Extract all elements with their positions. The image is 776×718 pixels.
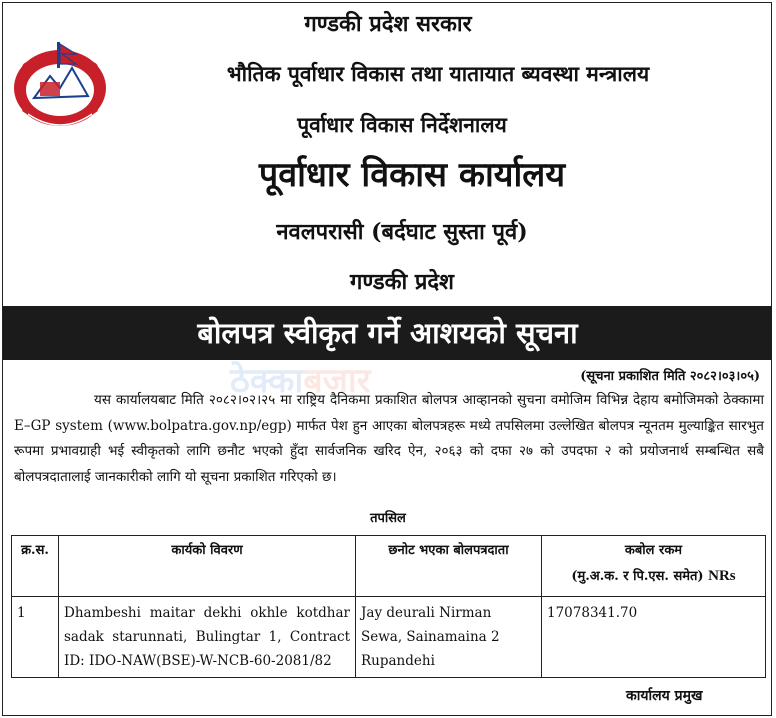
header-bid-amount <box>542 536 766 597</box>
header-selected-bidder: छनोट भएका बोलपत्रदाता <box>356 536 542 597</box>
header-work-description: कार्यको विवरण <box>59 536 356 597</box>
table-row <box>12 597 766 678</box>
row-work-description: Dhambeshi maitar dekhi okhle kotdhar sadak starunnati, Bulingtar 1, Contract ID: IDO-NAW(BSE)-W-NCB-60-2081/82 <box>59 597 356 678</box>
row-selected-bidder: Jay deurali Nirman Sewa, Sainamaina 2 Rupandehi <box>356 597 542 678</box>
notice-title-banner: बोलपत्र स्वीकृत गर्ने आशयको सूचना <box>3 306 772 360</box>
signature-office-chief: कार्यालय प्रमुख <box>626 688 703 704</box>
publication-date: (सूचना प्रकाशित मिति २०८२।०३।०५) <box>580 369 760 384</box>
row-bid-amount: 17078341.70 <box>542 597 766 678</box>
header-bid-amount-label: कबोल रकम <box>624 543 683 558</box>
row-sn: 1 <box>12 597 59 678</box>
schedule-heading: तपसिल <box>370 511 406 526</box>
office-location: नवलपरासी (बर्दघाट सुस्ता पूर्व) <box>276 219 528 245</box>
header-bid-amount-note <box>547 566 760 585</box>
table-header-row <box>12 536 766 597</box>
header-bid-amount-sub: (मु.अ.क. र पि.एस. समेत) <box>571 569 704 584</box>
award-table <box>11 535 766 678</box>
province-government-heading: गण्डकी प्रदेश सरकार <box>304 11 472 37</box>
province-name: गण्डकी प्रदेश <box>349 269 455 295</box>
watermark-part-1: ठेक्का <box>230 361 304 401</box>
notice-body: यस कार्यालयबाट मिति २०८२।०२।२५ मा राष्ट्रिय दैनिकमा प्रकाशित बोलपत्र आव्हानको सुचना वमोजिम विभिन्न देहाय बमोजिमको ठेक्कामा E–GP system (www.bolpatra.gov.np/egp) मार्फत पेश हुन आएका बोलपत्रहरू मध्ये तपसिलमा उल्लेखित बोलपत्र न्यूनतम मुल्याङ्कित सारभुत रूपमा प्रभावग्राही भई स्वीकृतको लागि छनौट भएको हुँदा सार्वजनिक खरिद ऐन, २०६३ को दफा २७ को उपदफा २ को प्रयोजनार्थ सम्बन्धित सबै बोलपत्रदातालाई जानकारीको लागि यो सूचना प्रकाशित गरिएको छ। <box>14 392 764 485</box>
header-bid-amount-unit: NRs <box>708 568 736 584</box>
directorate-heading: पूर्वाधार विकास निर्देशनालय <box>297 112 507 137</box>
watermark-part-2: बजार <box>303 361 371 401</box>
office-title: पूर्वाधार विकास कार्यालय <box>258 155 566 195</box>
ministry-heading: भौतिक पूर्वाधार विकास तथा यातायात ब्यवस्था मन्त्रालय <box>226 61 650 86</box>
header-sn: क्र.स. <box>12 536 59 597</box>
